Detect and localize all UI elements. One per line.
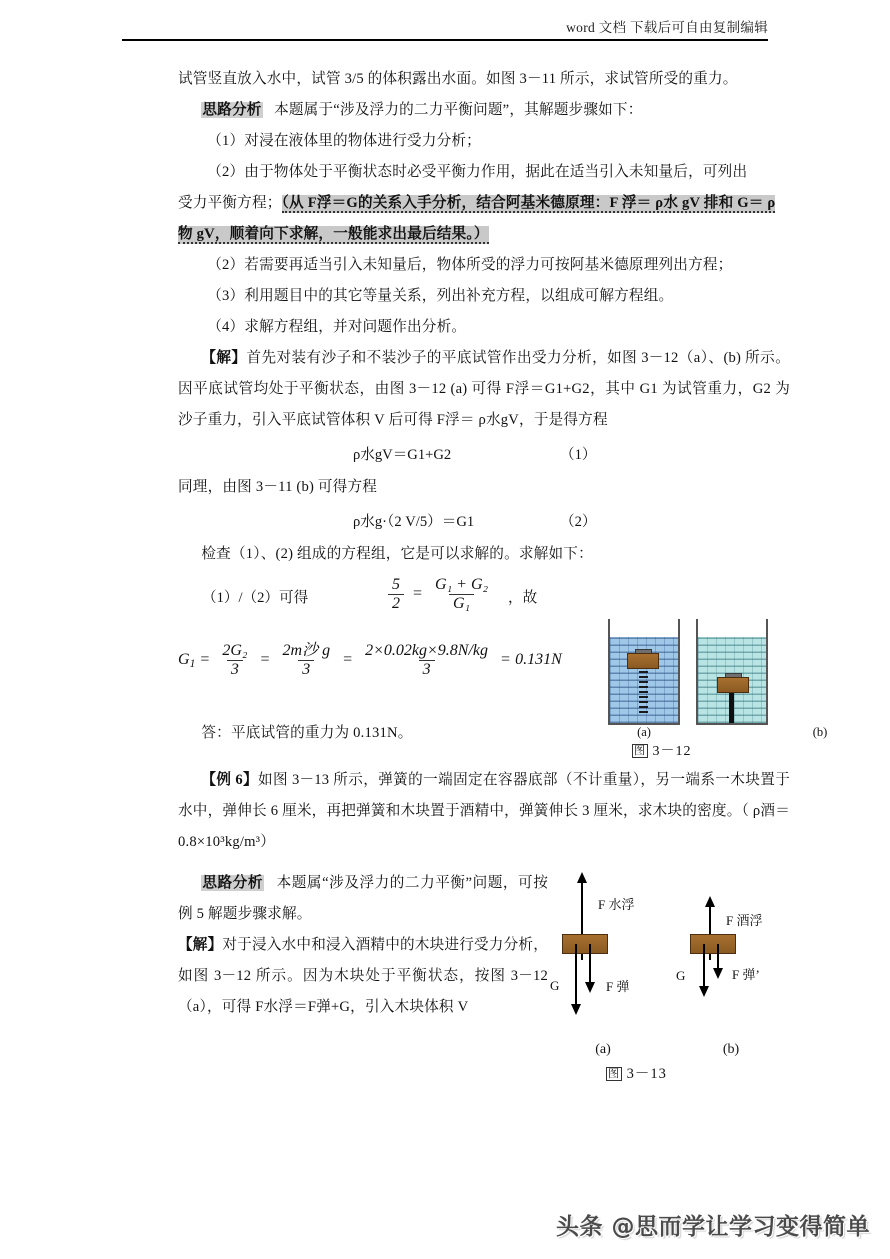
paragraph-analysis-heading-2 (178, 868, 548, 930)
label-spring-force-b (732, 964, 760, 983)
fraction-numerator: 2G₂ (222, 642, 248, 659)
emphasis-text-line1: （从 F浮＝G的关系入手分析，结合阿基米德原理：F 浮＝ ρ水 gV 排和 G＝ ρ (281, 195, 776, 211)
paragraph-step-1: （1）对浸在液体里的物体进行受力分析； (207, 133, 481, 149)
paragraph-check-system: 检查（1）、(2) 组成的方程组，它是可以求解的。求解如下： (201, 546, 593, 562)
arrowhead-down-icon (585, 982, 595, 993)
equals-sign: = (501, 651, 511, 669)
math-ratio-expression (384, 576, 496, 613)
paragraph-step-4: （4）求解方程组，并对问题作出分析。 (207, 319, 467, 335)
paragraph-solution-1 (178, 343, 790, 436)
beaker-a (608, 627, 680, 739)
figure-3-13-caption (606, 1062, 667, 1083)
fraction-2g2-over-3 (218, 642, 251, 679)
compressed-spring-icon (729, 693, 734, 723)
label-text: F 水浮 (598, 897, 635, 912)
figure-3-12-sublabel-a: (a) (637, 725, 651, 739)
equals-sign: = (200, 651, 210, 669)
label-example-6-tag: 【例 6】 (201, 772, 258, 788)
arrowhead-down-icon (713, 968, 723, 979)
figure-3-13 (548, 872, 788, 1087)
figure-3-12-caption (632, 740, 782, 760)
figure-3-12 (608, 627, 828, 759)
paragraph-equilibrium-equation (178, 188, 790, 219)
page-header (122, 16, 768, 36)
wood-block-b (690, 934, 736, 954)
label-text: G (550, 978, 560, 993)
beaker-b (696, 627, 828, 739)
math-g-symbol: G (178, 650, 190, 668)
fraction-numerator: 5 (392, 576, 400, 593)
equals-sign: = (413, 585, 423, 603)
caption-box-glyph: 图 (608, 1068, 620, 1080)
equilibrium-lead-text: 受力平衡方程； (178, 195, 282, 211)
wood-block (627, 653, 659, 669)
label-analysis-tag-2: 思路分析 (202, 875, 263, 891)
fraction-denominator: 3 (227, 660, 243, 679)
fraction-denominator: 3 (298, 660, 314, 679)
solution-text-2: 对于浸入水中和浸入酒精中的木块进行受力分析，如图 3－12 所示。因为木块处于平衡状态，按图 3－12（a），可得 F水浮＝F弹+G，引入木块体积 V (178, 937, 548, 1015)
paragraph-step-3: （3）利用题目中的其它等量关系，列出补充方程，以组成可解方程组。 (207, 288, 674, 304)
caption-box-glyph: 图 (634, 745, 646, 757)
analysis-text-2: 本题属“涉及浮力的二力平衡”问题，可按例 5 解题步骤求解。 (178, 875, 548, 922)
wood-block-a (562, 934, 608, 954)
fraction-denominator: G₁ (449, 594, 474, 613)
math-result-value: 0.131N (515, 651, 562, 669)
label-gravity-b (676, 968, 685, 984)
label-text: F 酒浮 (726, 913, 763, 928)
math-g-subscript: 1 (189, 658, 196, 671)
paragraph-solution-2 (178, 930, 548, 1023)
caption-number: 3－12 (652, 744, 692, 759)
analysis-text: 本题属于“涉及浮力的二力平衡问题”，其解题步骤如下： (274, 102, 643, 118)
solution-text-1: 首先对装有沙子和不装沙子的平底试管作出受力分析，如图 3－12（a）、(b) 所示。因平底试管均处于平衡状态，由图 3－12 (a) 可得 F浮＝G1+G2，其中 G1 为试管重力，G2 为沙子重力，引入平底试管体积 V 后可得 F浮＝ ρ水gV，于是得方程 (178, 350, 790, 428)
force-diagram-a (548, 872, 658, 1057)
label-text: F 弹’ (732, 967, 760, 982)
arrow-spring-force-a (589, 944, 591, 984)
label-spring-force-a (606, 976, 629, 995)
equation-2-row (178, 507, 790, 537)
header-text: word 文档 下载后可自由复制编辑 (566, 20, 768, 35)
label-force-alcohol-buoyancy (726, 910, 762, 929)
fraction-numerator: G₁ + G₂ (435, 576, 489, 593)
label-force-water-buoyancy (598, 894, 634, 913)
arrowhead-down-icon (699, 986, 709, 997)
paragraph-same-reasoning: 同理，由图 3－11 (b) 可得方程 (178, 479, 378, 495)
math-ratio-suffix: ，故 (508, 590, 538, 606)
label-text: G (676, 968, 686, 983)
fraction-g1plusg2-over-g1 (431, 576, 492, 613)
example-6-text: 如图 3－13 所示，弹簧的一端固定在容器底部（不计重量），另一端系一木块置于水中，弹伸长 6 厘米，再把弹簧和木块置于酒精中，弹簧伸长 3 厘米，求木块的密度。（ ρ酒＝0.8×10³kg/m³） (178, 772, 790, 850)
paragraph-analysis-heading (178, 95, 790, 126)
arrow-gravity-b (703, 944, 705, 988)
spring-coil-icon (639, 669, 648, 713)
equation-1-row (178, 440, 790, 470)
math-block-ratio (178, 576, 790, 624)
label-solution-tag-2: 【解】 (178, 937, 223, 953)
fraction-denominator: 3 (419, 660, 435, 679)
wood-block (717, 677, 749, 693)
label-solution-tag-1: 【解】 (201, 350, 247, 366)
arrow-spring-force-b (717, 944, 719, 970)
label-text: F 弹 (606, 979, 630, 994)
label-gravity-a (550, 978, 559, 994)
paragraph-emphasis-line2 (178, 219, 790, 250)
label-analysis-tag: 思路分析 (202, 102, 262, 118)
arrow-gravity-a (575, 944, 577, 1006)
fraction-denominator: 2 (388, 594, 404, 613)
equation-2-number: （2） (560, 514, 597, 530)
equals-sign: = (260, 651, 270, 669)
paragraph-problem-statement: 试管竖直放入水中，试管 3/5 的体积露出水面。如图 3－11 所示，求试管所受的重力。 (178, 71, 738, 87)
fraction-five-over-two (388, 576, 404, 613)
emphasis-text-line2: 物 gV，顺着向下求解，一般能求出最后结果。） (178, 226, 489, 242)
paragraph-answer: 答：平底试管的重力为 0.131N。 (201, 725, 413, 741)
fraction-numerator: 2×0.02kg×9.8N/kg (365, 642, 489, 659)
fraction-numerator: 2m沙 g (282, 642, 331, 659)
paragraph-step-2: （2）由于物体处于平衡状态时必受平衡力作用，据此在适当引入未知量后，可列出 (207, 164, 748, 180)
arrowhead-down-icon (571, 1004, 581, 1015)
math-derivation-expression (178, 642, 562, 679)
equation-1: ρ水gV＝G1+G2 (353, 447, 452, 463)
figure-3-12-sublabel-b: (b) (812, 725, 828, 739)
equals-sign: = (343, 651, 353, 669)
math-ratio-label: （1）/（2）可得 (202, 590, 309, 606)
figure-3-13-sublabel-a: (a) (595, 1042, 611, 1057)
header-divider (122, 39, 768, 41)
equation-1-number: （1） (560, 447, 597, 463)
paragraph-example-6 (178, 765, 790, 858)
fraction-numeric-over-3 (361, 642, 492, 679)
math-symbol-g1 (178, 651, 195, 670)
equation-2: ρ水g·（2 V/5）＝G1 (353, 514, 475, 530)
watermark-text: 头条 @思而学让学习变得简单 (556, 1214, 871, 1240)
figure-3-13-sublabel-b: (b) (722, 1042, 740, 1057)
fraction-2msand-g-over-3 (279, 642, 335, 679)
caption-number: 3－13 (626, 1066, 667, 1082)
paragraph-step-2b: （2）若需要再适当引入未知量后，物体所受的浮力可按阿基米德原理列出方程； (207, 257, 733, 273)
force-diagram-b (676, 872, 786, 1057)
